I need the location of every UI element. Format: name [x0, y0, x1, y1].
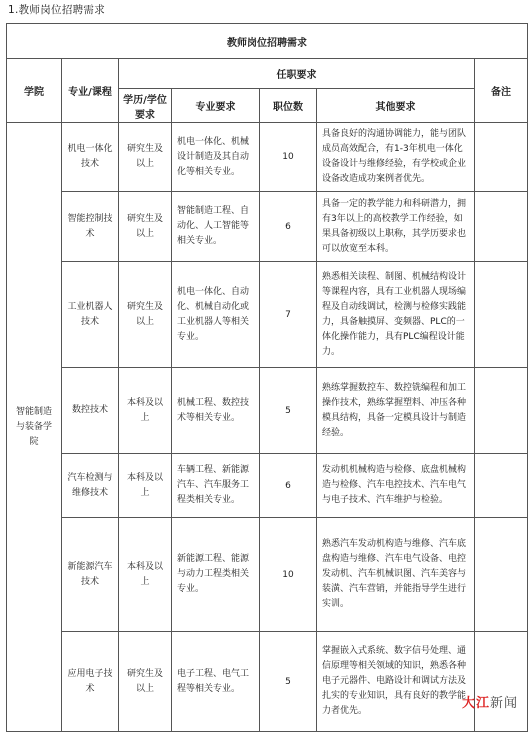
major-cell: 智能控制技术 [62, 192, 119, 262]
recruitment-table [6, 23, 528, 732]
header-college: 学院 [7, 59, 62, 123]
table-title: 教师岗位招聘需求 [7, 24, 528, 59]
specialty-cell: 机电一体化、自动化、机械自动化或工业机器人等相关专业。 [172, 262, 260, 368]
count-cell: 5 [260, 632, 317, 732]
header-requirements: 任职要求 [119, 59, 475, 89]
major-cell: 机电一体化技术 [62, 123, 119, 192]
degree-cell: 本科及以上 [119, 454, 172, 518]
specialty-cell: 智能制造工程、自动化、人工智能等相关专业。 [172, 192, 260, 262]
major-cell: 数控技术 [62, 368, 119, 454]
table-row [7, 454, 528, 518]
major-cell: 应用电子技术 [62, 632, 119, 732]
other-cell: 掌握嵌入式系统、数字信号处理、通信原理等相关领域的知识，熟悉各种电子元器件、电路设计和调试方法及扎实的专业知识，具有良好的教学能力者优先。 [317, 632, 475, 732]
count-cell: 5 [260, 368, 317, 454]
other-cell: 具备一定的教学能力和科研潜力，拥有3年以上的高校教学工作经验，如果具备初级以上职称，其学历要求也可以放宽至本科。 [317, 192, 475, 262]
header-degree: 学历/学位要求 [119, 89, 172, 123]
other-cell: 熟悉汽车发动机构造与维修、汽车底盘构造与维修、汽车电气设备、电控发动机、汽车机械识图、汽车美容与装潢、汽车营销，并能指导学生进行实训。 [317, 518, 475, 632]
degree-cell: 研究生及以上 [119, 632, 172, 732]
major-cell: 汽车检测与维修技术 [62, 454, 119, 518]
major-cell: 新能源汽车技术 [62, 518, 119, 632]
table-row [7, 518, 528, 632]
degree-cell: 研究生及以上 [119, 262, 172, 368]
header-major: 专业/课程 [62, 59, 119, 123]
specialty-cell: 电子工程、电气工程等相关专业。 [172, 632, 260, 732]
table-row [7, 192, 528, 262]
section-heading: 1.教师岗位招聘需求 [8, 4, 106, 16]
watermark-text: 新闻 [489, 696, 518, 711]
other-cell: 具备良好的沟通协调能力，能与团队成员高效配合，有1-3年机电一体化设备设计与维修经验，有学校或企业设备改造成功案例者优先。 [317, 123, 475, 192]
remarks-cell [475, 123, 528, 192]
table-row [7, 262, 528, 368]
other-cell: 发动机机械构造与检修、底盘机械构造与检修、汽车电控技术、汽车电气与电子技术、汽车维护与检验。 [317, 454, 475, 518]
table-row [7, 368, 528, 454]
watermark-brand: 大江 [461, 696, 490, 711]
remarks-cell [475, 518, 528, 632]
count-cell: 10 [260, 123, 317, 192]
table-row [7, 123, 528, 192]
other-cell: 熟练掌握数控车、数控铣编程和加工操作技术，熟练掌握塑料、冲压各种模具结构，具备一定模具设计与制造经验。 [317, 368, 475, 454]
table-row [7, 632, 528, 732]
degree-cell: 本科及以上 [119, 368, 172, 454]
specialty-cell: 新能源工程、能源与动力工程类相关专业。 [172, 518, 260, 632]
specialty-cell: 机电一体化、机械设计制造及其自动化等相关专业。 [172, 123, 260, 192]
other-cell: 熟悉相关读程、制图、机械结构设计等课程内容，具有工业机器人现场编程及自动线调试，检测与检修实践能力，具备触摸屏、变频器、PLC的一体化操作能力，具有PLC编程设计能力。 [317, 262, 475, 368]
remarks-cell [475, 632, 528, 732]
header-remarks: 备注 [475, 59, 528, 123]
count-cell: 6 [260, 454, 317, 518]
header-count: 职位数 [260, 89, 317, 123]
college-name: 智能制造与装备学院 [7, 123, 62, 732]
degree-cell: 研究生及以上 [119, 192, 172, 262]
header-specialty: 专业要求 [172, 89, 260, 123]
header-other: 其他要求 [317, 89, 475, 123]
count-cell: 10 [260, 518, 317, 632]
degree-cell: 本科及以上 [119, 518, 172, 632]
watermark [462, 692, 518, 711]
count-cell: 7 [260, 262, 317, 368]
remarks-cell [475, 192, 528, 262]
major-cell: 工业机器人技术 [62, 262, 119, 368]
remarks-cell [475, 454, 528, 518]
remarks-cell [475, 262, 528, 368]
remarks-cell [475, 368, 528, 454]
count-cell: 6 [260, 192, 317, 262]
specialty-cell: 车辆工程、新能源汽车、汽车服务工程类相关专业。 [172, 454, 260, 518]
specialty-cell: 机械工程、数控技术等相关专业。 [172, 368, 260, 454]
degree-cell: 研究生及以上 [119, 123, 172, 192]
